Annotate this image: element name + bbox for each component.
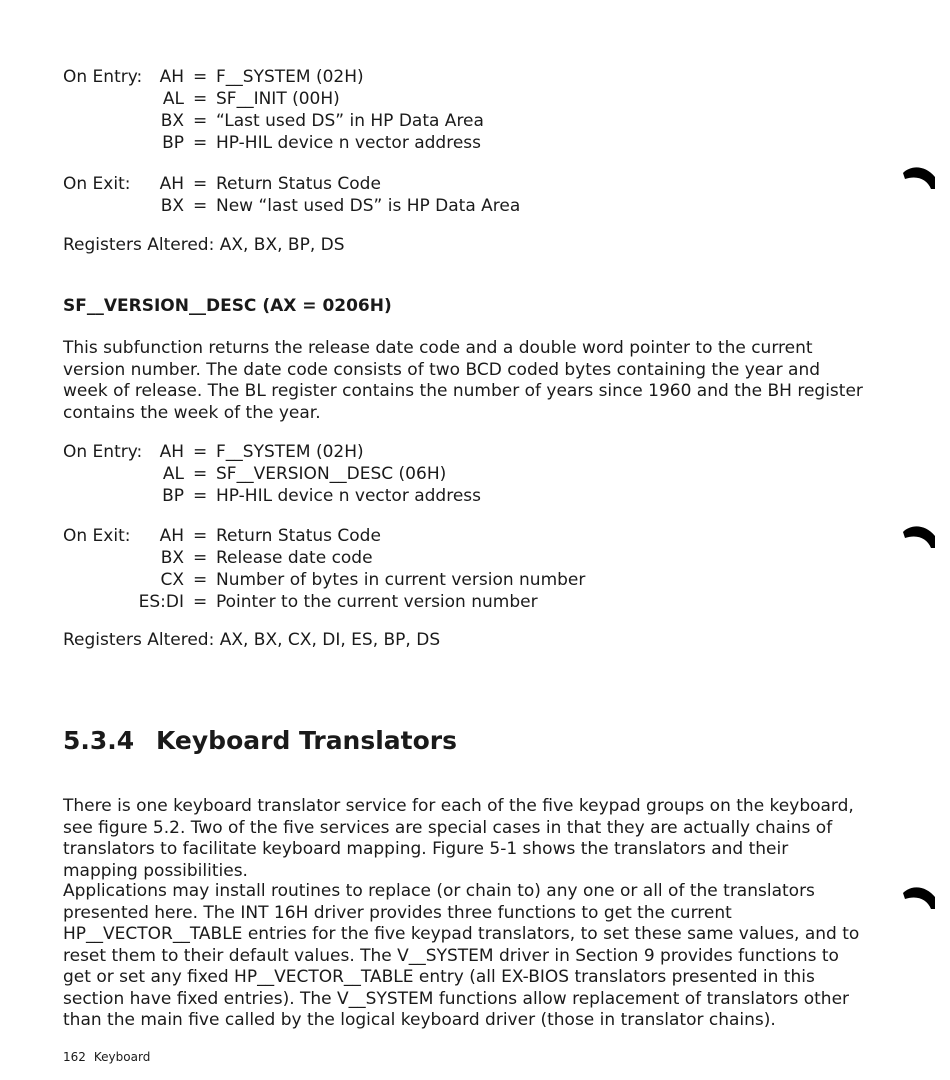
page-number: 162 (63, 1050, 86, 1064)
equals-sign: = (193, 526, 208, 546)
register-value: Return Status Code (216, 174, 381, 194)
register-value: HP-HIL device n vector address (216, 133, 482, 153)
version-entry-block (63, 441, 663, 507)
register-name: AL (162, 89, 184, 109)
register-name: AH (159, 442, 184, 462)
register-value: F__SYSTEM (02H) (216, 442, 364, 462)
page-footer (63, 1050, 150, 1064)
equals-sign: = (193, 464, 208, 484)
equals-sign: = (193, 67, 208, 87)
version-exit-block (63, 525, 663, 613)
register-line (63, 173, 663, 195)
equals-sign: = (193, 592, 208, 612)
register-name: CX (160, 570, 184, 590)
equals-sign: = (193, 486, 208, 506)
register-value: HP-HIL device n vector address (216, 486, 482, 506)
register-name: AL (162, 464, 184, 484)
equals-sign: = (193, 133, 208, 153)
register-line (63, 547, 663, 569)
register-value: SF__VERSION__DESC (06H) (216, 464, 447, 484)
footer-chapter: Keyboard (93, 1050, 151, 1064)
equals-sign: = (193, 111, 208, 131)
equals-sign: = (193, 548, 208, 568)
register-line (63, 110, 663, 132)
register-name: BX (160, 111, 184, 131)
equals-sign: = (193, 89, 208, 109)
register-value: Return Status Code (216, 526, 381, 546)
register-value: SF__INIT (00H) (216, 89, 340, 109)
section-paragraph-1: There is one keyboard translator service for each of the five keypad groups on the keyboard, see figure 5.2. Two of the five services are special cases in that they are actually chains of translators to facilitate keyboard mapping. Figure 5-1 shows the translators and their mapping possibilities. (63, 796, 854, 881)
register-value: Number of bytes in current version number (216, 570, 586, 590)
register-line (63, 463, 663, 485)
register-value: Pointer to the current version number (216, 592, 538, 612)
register-line (63, 485, 663, 507)
section-title: Keyboard Translators (156, 726, 458, 755)
register-value: Release date code (216, 548, 373, 568)
register-name: AH (159, 174, 184, 194)
on-exit-label: On Exit: (63, 526, 131, 546)
equals-sign: = (193, 196, 208, 216)
register-line (63, 132, 663, 154)
register-name: BX (160, 196, 184, 216)
on-entry-label: On Entry: (63, 442, 143, 462)
margin-mark-icon (901, 885, 937, 911)
register-name: AH (159, 526, 184, 546)
margin-mark-icon (901, 165, 937, 191)
on-entry-label: On Entry: (63, 67, 143, 87)
equals-sign: = (193, 174, 208, 194)
register-name: BP (162, 133, 184, 153)
register-line (63, 569, 663, 591)
register-name: BX (160, 548, 184, 568)
register-name: BP (162, 486, 184, 506)
register-value: F__SYSTEM (02H) (216, 67, 364, 87)
init-exit-block (63, 173, 663, 217)
section-heading (63, 726, 457, 755)
section-number: 5.3.4 (63, 726, 135, 755)
register-name: AH (159, 67, 184, 87)
equals-sign: = (193, 570, 208, 590)
version-registers-altered: Registers Altered: AX, BX, CX, DI, ES, BP, DS (63, 630, 441, 650)
register-line (63, 66, 663, 88)
register-name: ES:DI (138, 592, 184, 612)
register-line (63, 525, 663, 547)
init-registers-altered: Registers Altered: AX, BX, BP, DS (63, 235, 345, 255)
register-line (63, 195, 663, 217)
register-line (63, 591, 663, 613)
subfunction-heading: SF__VERSION__DESC (AX = 0206H) (63, 296, 392, 316)
register-value: New “last used DS” is HP Data Area (216, 196, 521, 216)
register-line (63, 441, 663, 463)
margin-mark-icon (901, 524, 937, 550)
init-entry-block (63, 66, 663, 154)
on-exit-label: On Exit: (63, 174, 131, 194)
register-line (63, 88, 663, 110)
version-description: This subfunction returns the release date code and a double word pointer to the current version number. The date code consists of two BCD coded bytes containing the year and week of release. The BL register contains the number of years since 1960 and the BH register contains the week of the year. (63, 338, 863, 423)
equals-sign: = (193, 442, 208, 462)
section-paragraph-2: Applications may install routines to replace (or chain to) any one or all of the translators presented here. The INT 16H driver provides three functions to get the current HP__VECTOR__TABLE entries for the five keypad translators, to set these same values, and to reset them to their default values. The V__SYSTEM driver in Section 9 provides functions to get or set any fixed HP__VECTOR__TABLE entry (all EX-BIOS translators presented in this section have fixed entries). The V__SYSTEM functions allow replacement of translators other than the main five called by the logical keyboard driver (those in translator chains). (63, 881, 860, 1030)
register-value: “Last used DS” in HP Data Area (216, 111, 484, 131)
